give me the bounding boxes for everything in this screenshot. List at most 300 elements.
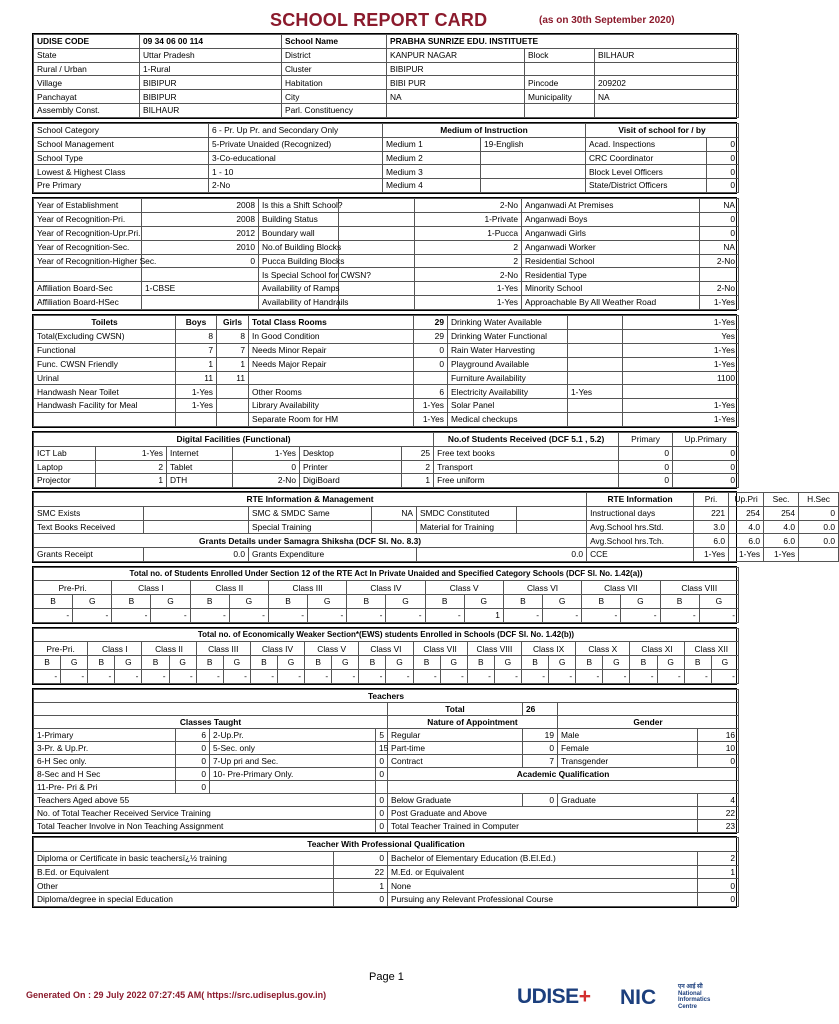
rte-cell	[517, 506, 587, 520]
establishment-cell: NA	[700, 199, 739, 213]
teachers-cell: 0	[176, 768, 210, 781]
profile-cell: BIBI PUR	[387, 76, 525, 90]
ews-cell: G	[115, 656, 142, 670]
category-cell: 0	[707, 165, 739, 179]
teachers-cell: 0	[176, 742, 210, 755]
facilities-cell: Toilets	[34, 316, 176, 330]
ews-cell: -	[88, 670, 115, 684]
rte12-cell: -	[112, 609, 151, 623]
ews-cell: -	[61, 670, 88, 684]
ews-cell: -	[223, 670, 250, 684]
facilities-cell: 1-Yes	[414, 413, 448, 427]
ews-cell: B	[684, 656, 711, 670]
teachers-cell: 6	[176, 729, 210, 742]
profile-cell: Cluster	[282, 62, 387, 76]
rte12-cell: Class V	[425, 581, 503, 595]
ews-cell: G	[549, 656, 576, 670]
facilities-cell: 1-Yes	[623, 357, 739, 371]
facilities-cell: 6	[414, 385, 448, 399]
teachers-cell: 0	[523, 742, 558, 755]
facilities-cell	[568, 413, 623, 427]
prof-row	[34, 865, 739, 879]
rte12-cell: Total no. of Students Enrolled Under Section 12 of the RTE Act In Private Unaided and Specified Category Schools (DCF Sl. No. 1.42(a))	[34, 568, 739, 581]
prof-cell: Pursuing any Relevant Professional Course	[388, 893, 698, 907]
facilities-cell: Needs Minor Repair	[249, 343, 414, 357]
facilities-cell: Yes	[623, 329, 739, 343]
teachers-cell: 5	[376, 729, 388, 742]
rte-cell	[372, 520, 417, 534]
establishment-cell: Anganwadi Worker	[522, 240, 700, 254]
rte-cell	[799, 548, 839, 562]
ews-cell: B	[88, 656, 115, 670]
establishment-row	[34, 226, 739, 240]
digital-cell: 0	[619, 474, 673, 488]
udise-plus-logo	[517, 985, 590, 1009]
ews-row	[34, 656, 739, 670]
teachers-row	[34, 781, 739, 794]
establishment-cell: 2-No	[700, 254, 739, 268]
establishment-cell: 2-No	[415, 199, 522, 213]
teachers-cell	[376, 781, 388, 794]
facilities-cell: 0	[414, 357, 448, 371]
ews-cell: -	[440, 670, 467, 684]
ews-cell: -	[657, 670, 684, 684]
establishment-cell: Is this a Shift School?	[259, 199, 339, 213]
rte-cell: 0.0	[417, 548, 587, 562]
facilities-cell	[34, 413, 176, 427]
facilities-cell	[568, 357, 623, 371]
establishment-cell: 2-No	[700, 282, 739, 296]
ews-cell: -	[196, 670, 223, 684]
ews-cell: -	[467, 670, 494, 684]
facilities-cell: In Good Condition	[249, 329, 414, 343]
profile-cell: Uttar Pradesh	[140, 48, 282, 62]
establishment-cell: 0	[700, 226, 739, 240]
ews-cell: Pre-Pri.	[34, 642, 88, 656]
establishment-row	[34, 296, 739, 310]
rte12-cell: B	[34, 595, 73, 609]
facilities-cell: Medical checkups	[448, 413, 568, 427]
prof-row	[34, 893, 739, 907]
profile-cell: Rural / Urban	[34, 62, 140, 76]
prof-cell: 0	[334, 851, 388, 865]
profile-cell: District	[282, 48, 387, 62]
rte-cell: 0.0	[144, 548, 249, 562]
rte12-cell: -	[190, 609, 229, 623]
rte12-cell: -	[386, 609, 425, 623]
digital-cell: DigiBoard	[300, 474, 402, 488]
teachers-cell: Teachers	[34, 690, 739, 703]
facilities-cell: 1-Yes	[176, 399, 217, 413]
prof-cell: 0	[334, 893, 388, 907]
rte12-cell: B	[503, 595, 542, 609]
ews-cell: -	[711, 670, 738, 684]
ews-cell: G	[223, 656, 250, 670]
profile-row	[34, 62, 739, 76]
establishment-cell: 0	[700, 212, 739, 226]
establishment-cell: 1-Pucca	[415, 226, 522, 240]
category-row	[34, 179, 739, 193]
establishment-row	[34, 282, 739, 296]
teachers-cell: Part-time	[388, 742, 523, 755]
ews-cell: B	[630, 656, 657, 670]
ews-cell: -	[386, 670, 413, 684]
establishment-cell: Minority School	[522, 282, 700, 296]
ews-cell: G	[711, 656, 738, 670]
category-cell: 2-No	[209, 179, 383, 193]
teachers-cell: 5-Sec. only	[210, 742, 376, 755]
teachers-cell: Total Teacher Involve in Non Teaching Assignment	[34, 820, 376, 833]
rte-cell: Material for Training	[417, 520, 517, 534]
digital-cell: Projector	[34, 474, 96, 488]
facilities-row	[34, 413, 739, 427]
digital-cell: 2-No	[233, 474, 300, 488]
facilities-cell: 1-Yes	[623, 399, 739, 413]
facilities-cell: 11	[217, 371, 249, 385]
digital-cell: Internet	[167, 446, 233, 460]
category-row	[34, 165, 739, 179]
establishment-cell: 1-Yes	[415, 296, 522, 310]
generated-on: Generated On : 29 July 2022 07:27:45 AM( https://src.udiseplus.gov.in)	[26, 990, 327, 1000]
rte-cell: 0.0	[799, 520, 839, 534]
establishment-cell: Year of Recognition-Pri.	[34, 212, 142, 226]
establishment-cell	[339, 296, 415, 310]
facilities-row	[34, 329, 739, 343]
facilities-cell: 1	[217, 357, 249, 371]
teachers-row	[34, 742, 739, 755]
rte-cell	[144, 506, 249, 520]
ews-cell: Class IX	[521, 642, 575, 656]
profile-cell: BILHAUR	[140, 104, 282, 118]
ews-cell: -	[630, 670, 657, 684]
profile-cell: PRABHA SUNRIZE EDU. INSTITUETE	[387, 35, 739, 49]
nic-line2: Informatics	[678, 997, 711, 1003]
category-cell: Medium 2	[383, 151, 481, 165]
rte12-cell: G	[73, 595, 112, 609]
ews-cell: B	[521, 656, 548, 670]
digital-cell: 0	[619, 446, 673, 460]
teachers-cell: Transgender	[558, 755, 698, 768]
establishment-cell: 1-Yes	[700, 296, 739, 310]
ews-table	[33, 628, 739, 684]
establishment-cell	[339, 282, 415, 296]
establishment-cell: Affiliation Board-Sec	[34, 282, 142, 296]
ews-cell: -	[576, 670, 603, 684]
establishment-cell: Anganwadi At Premises	[522, 199, 700, 213]
establishment-row	[34, 240, 739, 254]
rte12-enrolment-section	[32, 566, 737, 624]
teachers-cell: Contract	[388, 755, 523, 768]
facilities-section	[32, 314, 737, 428]
digital-cell: Free uniform	[434, 474, 619, 488]
facilities-row	[34, 316, 739, 330]
digital-cell: 2	[402, 460, 434, 474]
facilities-cell: Library Availability	[249, 399, 414, 413]
prof-cell: B.Ed. or Equivalent	[34, 865, 334, 879]
digital-cell: Up.Primary	[673, 433, 739, 447]
profile-cell: Village	[34, 76, 140, 90]
profile-cell: School Name	[282, 35, 387, 49]
teachers-cell: 0	[376, 794, 388, 807]
establishment-cell	[700, 268, 739, 282]
facilities-cell: Solar Panel	[448, 399, 568, 413]
digital-cell: 25	[402, 446, 434, 460]
rte-cell: 254	[729, 506, 764, 520]
establishment-cell: Building Status	[259, 212, 339, 226]
logo-plus-text: +	[578, 985, 591, 1008]
teachers-cell: Below Graduate	[388, 794, 523, 807]
rte12-cell: -	[660, 609, 699, 623]
ews-cell: -	[142, 670, 169, 684]
rte12-cell: -	[229, 609, 268, 623]
category-cell: Pre Primary	[34, 179, 209, 193]
digital-cell: 2	[96, 460, 167, 474]
facilities-cell	[414, 371, 448, 385]
facilities-cell: Total(Excluding CWSN)	[34, 329, 176, 343]
facilities-cell: 1100	[623, 371, 739, 385]
rte12-cell: B	[582, 595, 621, 609]
rte-cell: SMC Exists	[34, 506, 144, 520]
prof-cell: 1	[334, 879, 388, 893]
facilities-cell: 1-Yes	[623, 413, 739, 427]
profile-cell	[525, 104, 595, 118]
digital-cell: 1-Yes	[96, 446, 167, 460]
facilities-cell: Girls	[217, 316, 249, 330]
teachers-section	[32, 688, 737, 834]
teachers-cell: 8-Sec and H Sec	[34, 768, 176, 781]
nic-hindi: एन आई सी	[678, 984, 703, 990]
prof-cell: Bachelor of Elementary Education (B.El.Ed.)	[388, 851, 698, 865]
profile-cell: Assembly Const.	[34, 104, 140, 118]
profile-cell: Panchayat	[34, 90, 140, 104]
rte-cell: 1-Yes	[764, 548, 799, 562]
teachers-row	[34, 807, 739, 820]
ews-cell: B	[413, 656, 440, 670]
teachers-cell: Graduate	[558, 794, 698, 807]
facilities-cell: Boys	[176, 316, 217, 330]
teachers-cell: 11-Pre- Pri & Pri	[34, 781, 176, 794]
rte12-cell: B	[425, 595, 464, 609]
rte12-cell: -	[425, 609, 464, 623]
teachers-cell: Nature of Appointment	[388, 716, 558, 729]
teachers-cell: 0	[376, 820, 388, 833]
facilities-cell: 7	[176, 343, 217, 357]
ews-cell: B	[359, 656, 386, 670]
rte-cell: Grants Receipt	[34, 548, 144, 562]
rte12-cell: Class IV	[347, 581, 425, 595]
digital-row	[34, 433, 739, 447]
rte-cell: Sec.	[764, 493, 799, 507]
teachers-cell: 0	[376, 768, 388, 781]
ews-cell: G	[440, 656, 467, 670]
profile-cell: 09 34 06 00 114	[140, 35, 282, 49]
profile-cell	[387, 104, 525, 118]
rte12-cell: Class VI	[503, 581, 581, 595]
establishment-cell: 1-CBSE	[142, 282, 259, 296]
rte12-cell: B	[660, 595, 699, 609]
rte12-cell: -	[621, 609, 660, 623]
establishment-cell: Year of Recognition-Higher Sec.	[34, 254, 142, 268]
rte12-cell: B	[190, 595, 229, 609]
establishment-cell: 2008	[142, 212, 259, 226]
ews-cell: -	[359, 670, 386, 684]
profile-cell: NA	[595, 90, 739, 104]
digital-cell: 0	[619, 460, 673, 474]
rte12-cell: Class II	[190, 581, 268, 595]
establishment-cell: 0	[142, 254, 259, 268]
ews-row	[34, 670, 739, 684]
digital-cell: DTH	[167, 474, 233, 488]
category-row	[34, 124, 739, 138]
establishment-cell	[339, 240, 415, 254]
teachers-cell: 6-H Sec only.	[34, 755, 176, 768]
profile-row	[34, 35, 739, 49]
establishment-cell: Year of Establishment	[34, 199, 142, 213]
establishment-cell: Availability of Handrails	[259, 296, 339, 310]
facilities-row	[34, 357, 739, 371]
profile-cell: UDISE CODE	[34, 35, 140, 49]
facilities-cell: Drinking Water Functional	[448, 329, 568, 343]
rte-row	[34, 493, 839, 507]
teachers-cell	[388, 781, 739, 794]
digital-cell: 1-Yes	[233, 446, 300, 460]
ews-cell: -	[169, 670, 196, 684]
establishment-cell	[339, 212, 415, 226]
teachers-cell: 10- Pre-Primary Only.	[210, 768, 376, 781]
ews-cell: -	[34, 670, 61, 684]
category-cell: 3-Co-educational	[209, 151, 383, 165]
facilities-cell: Separate Room for HM	[249, 413, 414, 427]
category-cell	[481, 165, 586, 179]
establishment-cell	[34, 268, 142, 282]
facilities-cell: Functional	[34, 343, 176, 357]
prof-row	[34, 879, 739, 893]
rte12-cell: -	[34, 609, 73, 623]
establishment-cell: Residential School	[522, 254, 700, 268]
facilities-cell: 1-Yes	[176, 385, 217, 399]
rte12-cell: G	[308, 595, 347, 609]
ews-cell: B	[250, 656, 277, 670]
prof-cell: 1	[698, 865, 739, 879]
ews-cell: Class V	[305, 642, 359, 656]
rte12-cell: -	[699, 609, 738, 623]
teachers-cell: 1-Primary	[34, 729, 176, 742]
profile-cell: KANPUR NAGAR	[387, 48, 525, 62]
teachers-row	[34, 690, 739, 703]
rte-row	[34, 506, 839, 520]
digital-row	[34, 446, 739, 460]
facilities-cell: 29	[414, 316, 448, 330]
teachers-cell: Post Graduate and Above	[388, 807, 698, 820]
prof-cell: Other	[34, 879, 334, 893]
category-cell: 0	[707, 151, 739, 165]
teachers-cell: 0	[523, 794, 558, 807]
facilities-cell	[568, 329, 623, 343]
digital-cell: 1	[402, 474, 434, 488]
teachers-cell: 7-Up pri and Sec.	[210, 755, 376, 768]
facilities-cell: Total Class Rooms	[249, 316, 414, 330]
establishment-cell: 2010	[142, 240, 259, 254]
rte-cell: 0	[799, 506, 839, 520]
facilities-cell: 1-Yes	[623, 316, 739, 330]
facilities-cell	[623, 385, 739, 399]
prof-cell: 0	[698, 893, 739, 907]
digital-cell: Digital Facilities (Functional)	[34, 433, 434, 447]
teachers-cell: Academic Qualification	[388, 768, 739, 781]
rte12-cell: G	[699, 595, 738, 609]
category-cell: 6 - Pr. Up Pr. and Secondary Only	[209, 124, 383, 138]
rte-row	[34, 548, 839, 562]
profile-row	[34, 76, 739, 90]
nic-line1: National	[678, 990, 702, 997]
ews-cell: G	[657, 656, 684, 670]
rte12-table	[33, 567, 739, 623]
rte12-cell: G	[621, 595, 660, 609]
category-cell: Medium 1	[383, 137, 481, 151]
profile-cell: State	[34, 48, 140, 62]
rte-cell: H.Sec	[799, 493, 839, 507]
category-table	[33, 123, 739, 193]
ews-cell: -	[494, 670, 521, 684]
establishment-cell: No.of Building Blocks	[259, 240, 339, 254]
teachers-cell	[34, 703, 388, 716]
nic-logo: NIC	[620, 986, 657, 1009]
category-cell	[481, 179, 586, 193]
facilities-cell	[568, 371, 623, 385]
ews-cell: -	[521, 670, 548, 684]
rte12-cell: G	[229, 595, 268, 609]
teachers-cell: 4	[698, 794, 739, 807]
prof-cell: None	[388, 879, 698, 893]
establishment-cell: Boundary wall	[259, 226, 339, 240]
category-row	[34, 151, 739, 165]
category-cell: School Category	[34, 124, 209, 138]
category-cell: Medium 3	[383, 165, 481, 179]
teachers-row	[34, 794, 739, 807]
rte-cell: 4.0	[729, 520, 764, 534]
ews-cell: -	[684, 670, 711, 684]
ews-cell: Class IV	[250, 642, 304, 656]
prof-table	[33, 837, 739, 907]
profile-cell: Block	[525, 48, 595, 62]
category-cell: Medium 4	[383, 179, 481, 193]
ews-cell: Class III	[196, 642, 250, 656]
establishment-row	[34, 212, 739, 226]
category-cell: Medium of Instruction	[383, 124, 586, 138]
rte-cell: Instructional days	[587, 506, 694, 520]
report-header	[0, 9, 768, 33]
rte-cell: Pri.	[694, 493, 729, 507]
digital-cell: 0	[673, 474, 739, 488]
rte12-cell: -	[268, 609, 307, 623]
teachers-cell	[558, 703, 739, 716]
prof-cell: Diploma or Certificate in basic teachersï¿½ training	[34, 851, 334, 865]
prof-row	[34, 838, 739, 852]
rte-cell: NA	[372, 506, 417, 520]
establishment-cell: Affiliation Board-HSec	[34, 296, 142, 310]
establishment-cell: 2012	[142, 226, 259, 240]
profile-cell: Municipality	[525, 90, 595, 104]
teachers-cell: 26	[523, 703, 558, 716]
ews-cell: B	[576, 656, 603, 670]
facilities-cell	[568, 399, 623, 413]
profile-cell: Habitation	[282, 76, 387, 90]
teachers-table	[33, 689, 739, 833]
establishment-cell: Anganwadi Girls	[522, 226, 700, 240]
rte-cell: Avg.School hrs.Std.	[587, 520, 694, 534]
ews-cell: -	[332, 670, 359, 684]
ews-cell: Class VIII	[467, 642, 521, 656]
